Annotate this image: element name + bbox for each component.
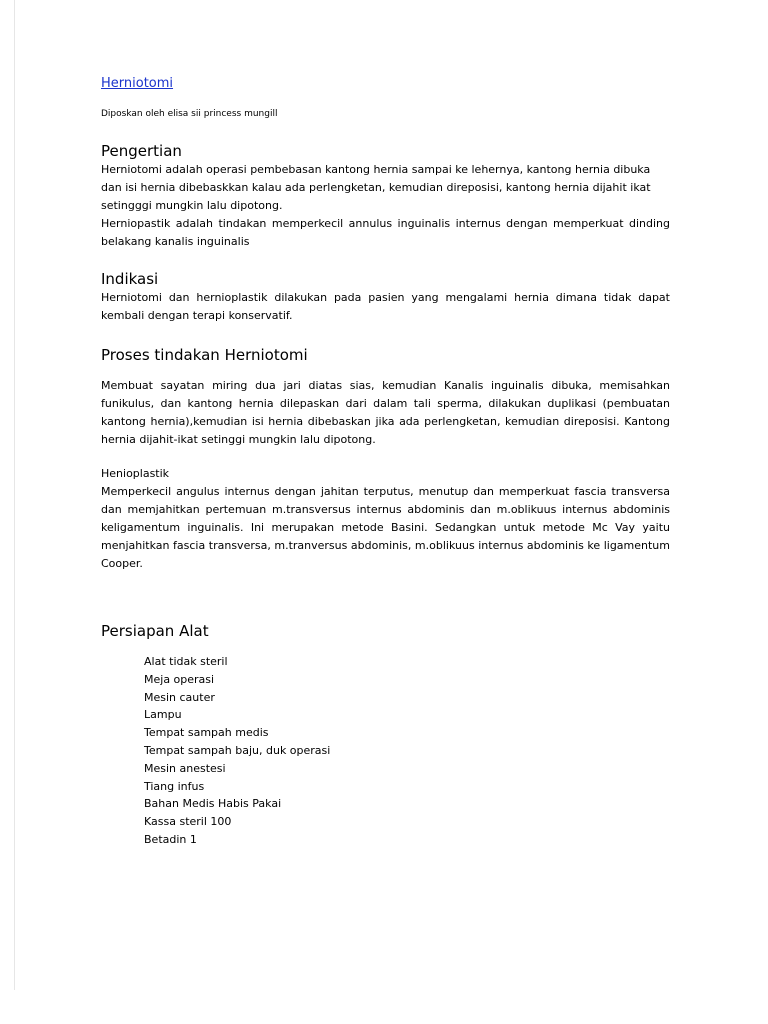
post-author-meta: Diposkan oleh elisa sii princess mungill: [101, 109, 278, 119]
list-item: Tiang infus: [144, 779, 205, 793]
henioplastik-paragraph: Memperkecil angulus internus dengan jahitan terputus, menutup dan memperkuat fascia transversa dan memjahitkan pertemuan m.transversus internus abdominis dan m.oblikuus internus abdominis keligamentum inguinalis. Ini merupakan metode Basini. Sedangkan untuk metode Mc Vay yaitu menjahitkan fascia transversa, m.tranversus abdominis, m.oblikuus internus abdominis ke ligamentum Cooper.: [101, 485, 670, 570]
indikasi-paragraph: Herniotomi dan hernioplastik dilakukan pada pasien yang mengalami hernia dimana tidak dapat kembali dengan terapi konservatif.: [101, 291, 670, 322]
subheading-henioplastik: Henioplastik: [101, 467, 170, 480]
list-item: Betadin 1: [144, 832, 197, 846]
list-item: Kassa steril 100: [144, 815, 232, 829]
tools-list: [101, 653, 670, 849]
list-item: Tempat sampah medis: [144, 726, 269, 740]
heading-indikasi: Indikasi: [101, 270, 159, 288]
document-content: [101, 72, 670, 849]
proses-paragraph: Membuat sayatan miring dua jari diatas sias, kemudian Kanalis inguinalis dibuka, memisahkan funikulus, dan kantong hernia dilepaskan dari dalam tali sperma, dilakukan duplikasi (pembuatan kantong hernia),kemudian isi hernia dibebaskan jika ada perlengketan, kemudian direposisi. Kantong hernia dijahit-ikat setinggi mungkin lalu dipotong.: [101, 379, 670, 446]
list-item: Tempat sampah baju, duk operasi: [144, 743, 331, 757]
heading-pengertian: Pengertian: [101, 142, 182, 160]
list-item: Lampu: [144, 708, 182, 722]
list-item: Bahan Medis Habis Pakai: [144, 797, 282, 811]
list-item: Alat tidak steril: [144, 655, 228, 668]
pengertian-paragraph-1: Herniotomi adalah operasi pembebasan kantong hernia sampai ke lehernya, kantong hernia dibuka dan isi hernia dibebaskkan kalau ada perlengketan, kemudian direposisi, kantong hernia dijahit ikat setingggi mungkin lalu dipotong.: [101, 163, 651, 212]
list-item: Mesin cauter: [144, 690, 215, 704]
list-item: Meja operasi: [144, 672, 215, 686]
page-edge-divider: [14, 0, 15, 990]
list-item: Mesin anestesi: [144, 761, 226, 775]
heading-persiapan-alat: Persiapan Alat: [101, 622, 209, 640]
pengertian-paragraph-2: Herniopastik adalah tindakan memperkecil annulus inguinalis internus dengan memperkuat dinding belakang kanalis inguinalis: [101, 217, 670, 248]
post-title-link[interactable]: Herniotomi: [101, 76, 174, 91]
heading-proses-tindakan: Proses tindakan Herniotomi: [101, 346, 308, 364]
